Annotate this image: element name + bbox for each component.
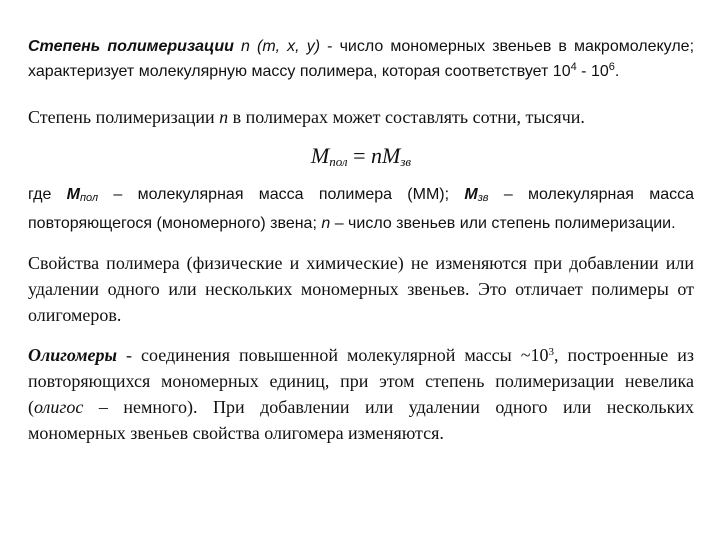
explanation-t4: – число звеньев или степень полимеризации.: [330, 215, 676, 232]
range-dash: - 10: [576, 63, 609, 80]
symbols-n-m-x-y: n (m, x, y): [241, 38, 321, 55]
period: .: [614, 63, 620, 80]
formula-n: n: [371, 143, 383, 168]
formula-m-pol: M: [310, 143, 330, 168]
formula-mpol-equals-n-mzv: [28, 142, 694, 176]
term-degree-of-polymerization: Степень полимеризации: [28, 38, 234, 55]
explanation-t3: – молекулярная масса повторяющегося (мономерного) звена;: [28, 186, 695, 232]
exponent-3: 3: [548, 346, 554, 358]
explanation-sub-pol: пол: [79, 192, 99, 204]
properties-paragraph: [28, 250, 694, 328]
oligomers-t3: – немного). При добавлении или удалении одного или нескольких мономерных звеньев свойства олигомера изменяются.: [28, 397, 694, 443]
exponent-6: 6: [608, 61, 615, 73]
word-oligos: олигос: [34, 397, 84, 417]
oligomers-t1: - соединения повышенной молекулярной массы ~10: [117, 345, 549, 365]
definition-text: - число мономерных звеньев в макромолекуле; характеризует молекулярную массу полимера, которая соответствует 10: [28, 38, 695, 80]
term-oligomers: Олигомеры: [28, 345, 118, 365]
formula-sub-zv: зв: [400, 154, 412, 169]
properties-text: Свойства полимера (физические и химические) не изменяются при добавлении или удалении одного или нескольких мономерных звеньев. Это отличает полимеры от олигомеров.: [28, 253, 694, 325]
formula-m-zv: M: [382, 143, 401, 168]
slide-content: [28, 34, 694, 446]
explanation-sub-zv: зв: [477, 192, 489, 204]
explanation-m-pol: M: [66, 186, 80, 203]
formula-explanation: [28, 182, 694, 236]
formula-equals: =: [347, 143, 372, 168]
statement-hundreds-thousands: [28, 104, 694, 130]
explanation-t2: – молекулярная масса полимера (ММ);: [98, 186, 465, 203]
explanation-t1: где: [28, 186, 67, 203]
oligomers-t2: , построенные из повторяющихся мономерных единиц, при этом степень полимеризации невелика (: [28, 345, 694, 417]
exponent-4: 4: [570, 61, 577, 73]
statement-text-b: в полимерах может составлять сотни, тысячи.: [228, 107, 585, 127]
formula-sub-pol: пол: [329, 154, 348, 169]
explanation-n: n: [321, 215, 331, 232]
statement-text-a: Степень полимеризации: [28, 107, 220, 127]
oligomers-paragraph: [28, 342, 694, 446]
definition-degree-of-polymerization: [28, 34, 694, 84]
symbol-n: n: [219, 107, 229, 127]
explanation-m-zv: M: [464, 186, 478, 203]
